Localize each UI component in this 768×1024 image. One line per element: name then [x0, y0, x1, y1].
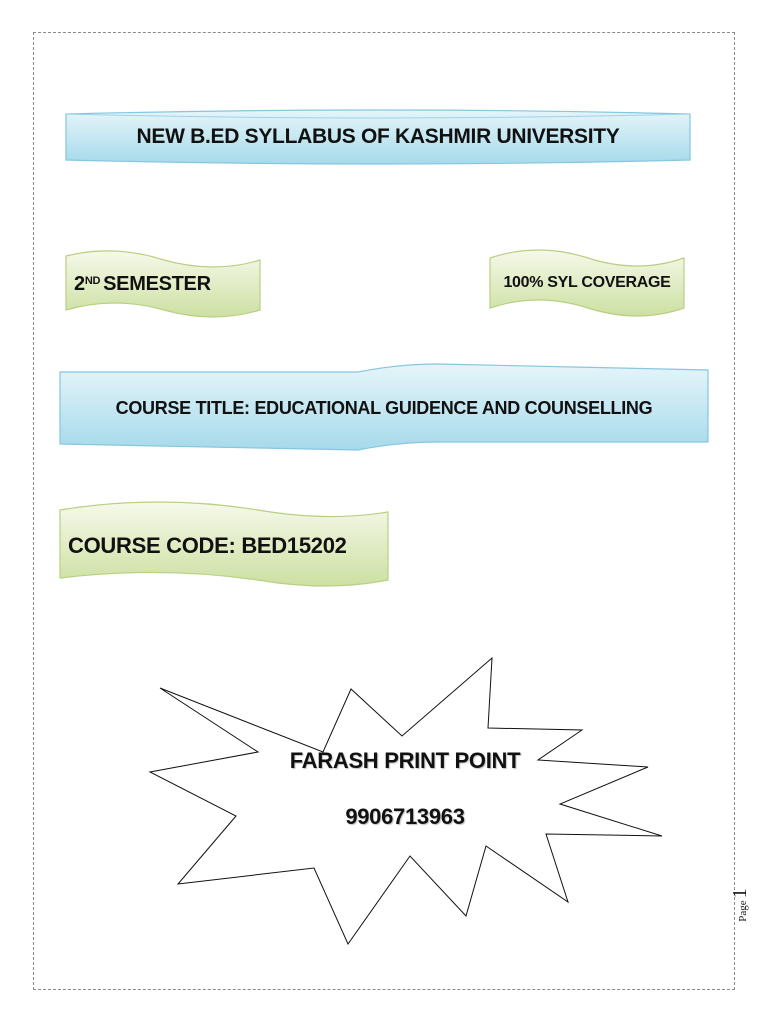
- course-code: COURSE CODE: BED15202: [68, 533, 347, 558]
- starburst-shape: [148, 656, 662, 946]
- coverage-label: 100% SYL COVERAGE: [503, 274, 671, 291]
- semester-banner: [64, 248, 262, 320]
- course-title-banner: [58, 362, 710, 454]
- semester-label: [64, 248, 272, 320]
- print-shop-phone: 9906713963: [345, 804, 465, 829]
- coverage-banner: [488, 246, 686, 320]
- page-number: [729, 888, 768, 922]
- semester-word: SEMESTER: [103, 272, 211, 295]
- document-title: NEW B.ED SYLLABUS OF KASHMIR UNIVERSITY: [136, 125, 620, 148]
- course-code-banner: [58, 500, 390, 592]
- starburst-badge: [148, 656, 662, 946]
- page-label: Page: [737, 900, 749, 922]
- semester-superscript: ND: [84, 275, 101, 287]
- print-shop-name: FARASH PRINT POINT: [289, 748, 521, 773]
- semester-number: 2: [74, 272, 85, 295]
- course-title: COURSE TITLE: EDUCATIONAL GUIDENCE AND COUNSELLING: [115, 397, 653, 418]
- page-number-value: 1: [729, 888, 751, 899]
- title-banner: [64, 104, 692, 170]
